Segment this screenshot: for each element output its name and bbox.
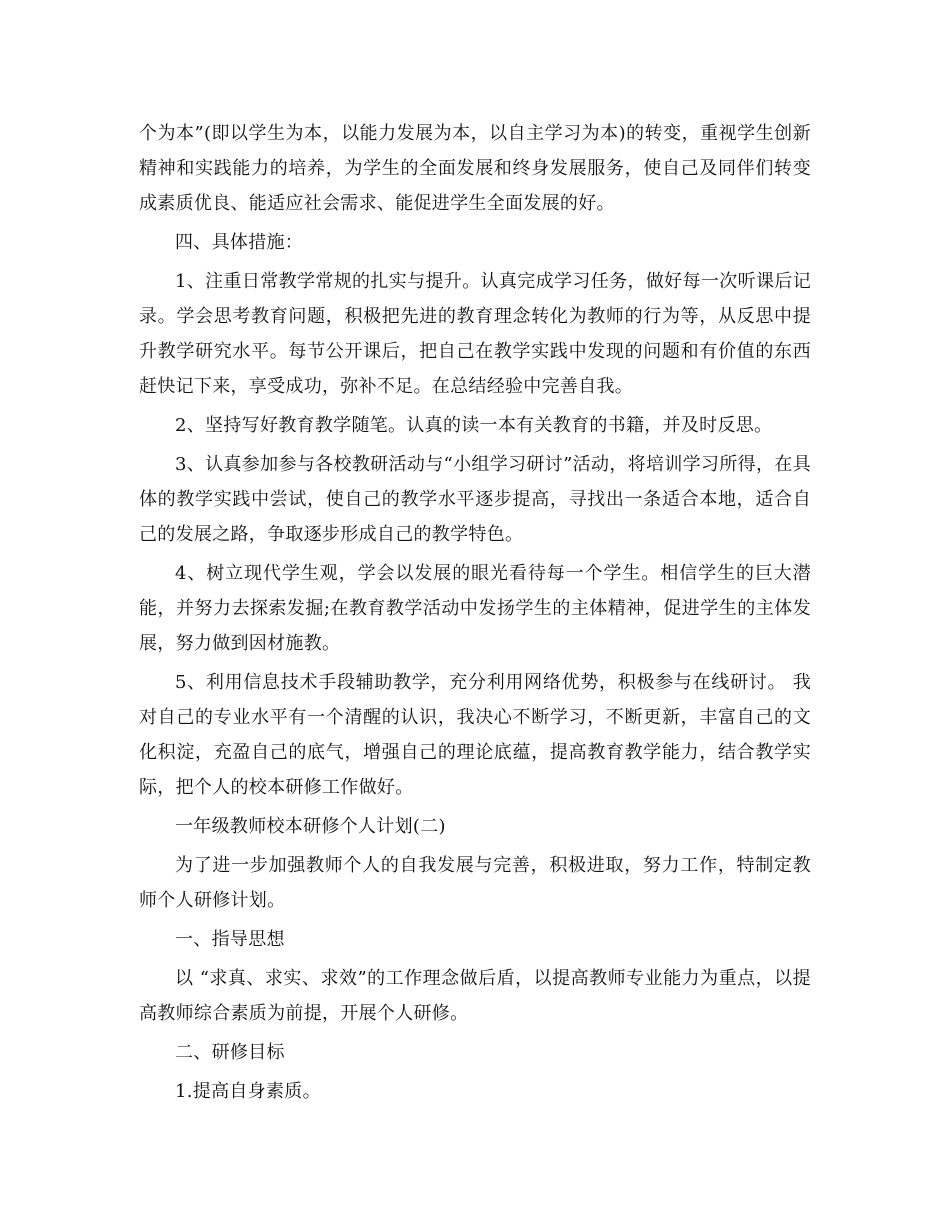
paragraph-intro: 为了进一步加强教师个人的自我发展与完善，积极进取，努力工作，特制定教师个人研修计划。 xyxy=(139,855,811,911)
document-subtitle: 一年级教师校本研修个人计划(二) xyxy=(175,816,446,837)
section-heading-guiding-ideology: 一、指导思想 xyxy=(175,929,285,950)
paragraph-measure-4: 4、树立现代学生观，学会以发展的眼光看待每一个学生。相信学生的巨大潜能，并努力去探索发掘;在教育教学活动中发扬学生的主体精神，促进学生的主体发展，努力做到因材施教。 xyxy=(139,563,811,654)
paragraph-guiding-ideology: 以 “求真、求实、求效”的工作理念做后盾，以提高教师专业能力为重点，以提高教师综合素质为前提，开展个人研修。 xyxy=(139,968,811,1024)
paragraph-continuation: 个为本”(即以学生为本，以能力发展为本，以自主学习为本)的转变，重视学生创新精神和实践能力的培养，为学生的全面发展和终身发展服务，使自己及同伴们转变成素质优良、能适应社会需求、能促进学生全面发展的好。 xyxy=(139,123,811,214)
paragraph-measure-2: 2、坚持写好教育教学随笔。认真的读一本有关教育的书籍，并及时反思。 xyxy=(175,415,773,436)
paragraph-measure-3: 3、认真参加参与各校教研活动与“小组学习研讨”活动，将培训学习所得，在具体的教学实践中尝试，使自己的教学水平逐步提高，寻找出一条适合本地，适合自己的发展之路，争取逐步形成自己的教学特色。 xyxy=(139,454,811,545)
section-heading-specific-measures: 四、具体措施： xyxy=(175,232,304,253)
document-body xyxy=(139,116,811,1113)
paragraph-measure-5: 5、利用信息技术手段辅助教学，充分利用网络优势，积极参与在线研讨。 我对自己的专业水平有一个清醒的认识，我决心不断学习，不断更新，丰富自己的文化积淀，充盈自己的底气，增强自己的理论底蕴，提高教育教学能力，结合教学实际，把个人的校本研修工作做好。 xyxy=(139,672,811,798)
paragraph-goal-1: 1.提高自身素质。 xyxy=(175,1081,321,1102)
section-heading-study-goals: 二、研修目标 xyxy=(175,1042,285,1063)
paragraph-measure-1: 1、注重日常教学常规的扎实与提升。认真完成学习任务，做好每一次听课后记录。学会思考教育问题，积极把先进的教育理念转化为教师的行为等，从反思中提升教学研究水平。每节公开课后，把自己在教学实践中发现的问题和有价值的东西赶快记下来，享受成功，弥补不足。在总结经验中完善自我。 xyxy=(139,271,811,397)
